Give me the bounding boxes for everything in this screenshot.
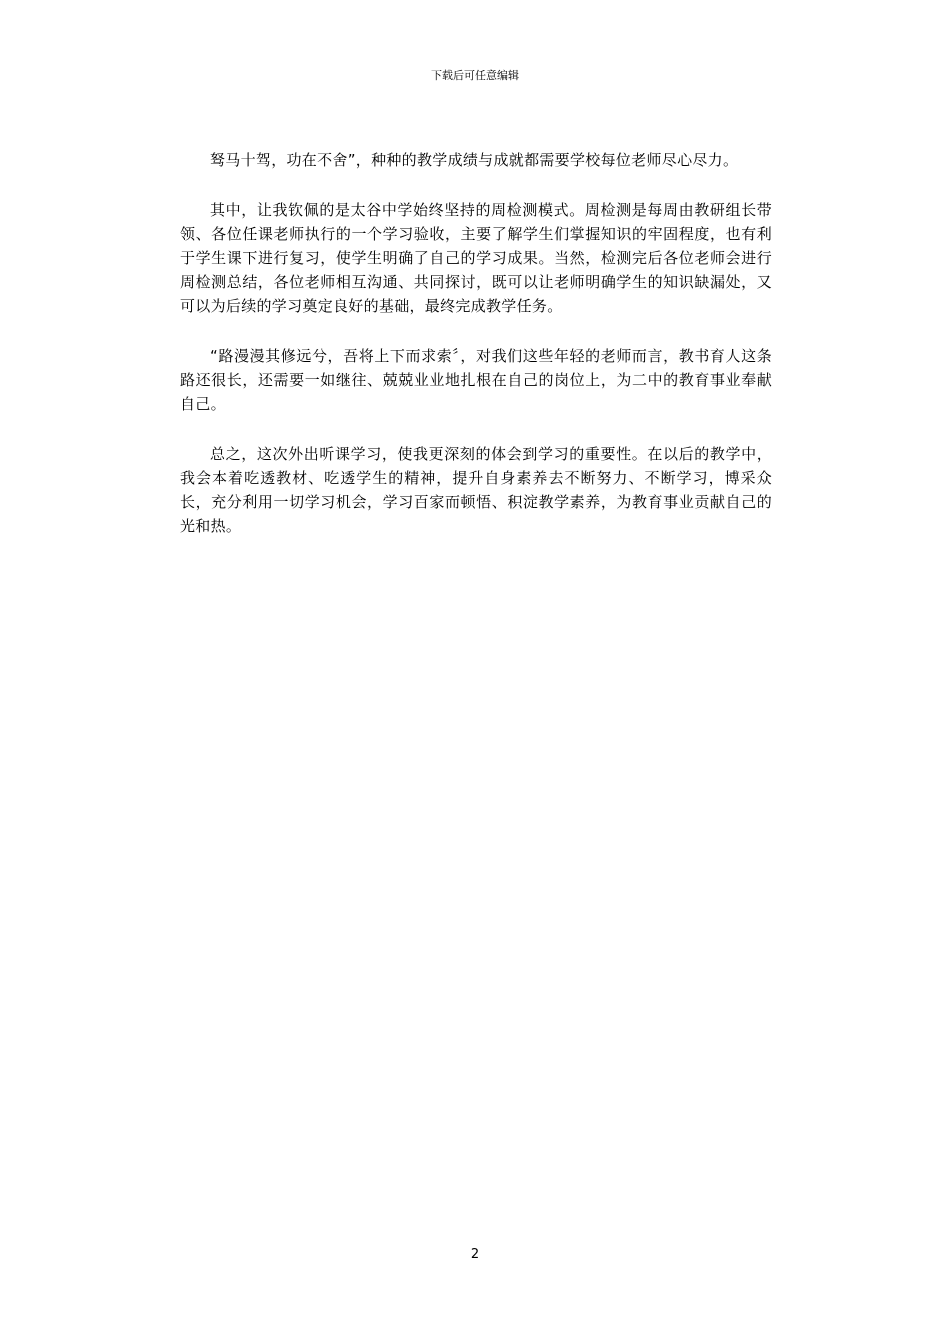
paragraph-2: 其中，让我钦佩的是太谷中学始终坚持的周检测模式。周检测是每周由教研组长带领、各位任课老师执行的一个学习验收，主要了解学生们掌握知识的牢固程度，也有利于学生课下进行复习，使学生明确了自己的学习成果。当然，检测完后各位老师会进行周检测总结，各位老师相互沟通、共同探讨，既可以让老师明确学生的知识缺漏处，又可以为后续的学习奠定良好的基础，最终完成教学任务。: [180, 201, 772, 315]
paragraph-1: 驽马十驾，功在不舍”，种种的教学成绩与成就都需要学校每位老师尽心尽力。: [210, 151, 739, 169]
document-body: [180, 148, 772, 564]
paragraph-3: “路漫漫其修远兮，吾将上下而求索〞，对我们这些年轻的老师而言，教书育人这条路还很长，还需要一如继往、兢兢业业地扎根在自己的岗位上，为二中的教育事业奉献自己。: [180, 347, 772, 413]
paragraph-4: 总之，这次外出听课学习，使我更深刻的体会到学习的重要性。在以后的教学中，我会本着吃透教材、吃透学生的精神，提升自身素养去不断努力、不断学习，博采众长，充分利用一切学习机会，学习百家而顿悟、积淀教学素养，为教育事业贡献自己的光和热。: [180, 445, 772, 535]
page-header: 下载后可任意编辑: [431, 69, 519, 82]
page-number: 2: [470, 1247, 480, 1262]
